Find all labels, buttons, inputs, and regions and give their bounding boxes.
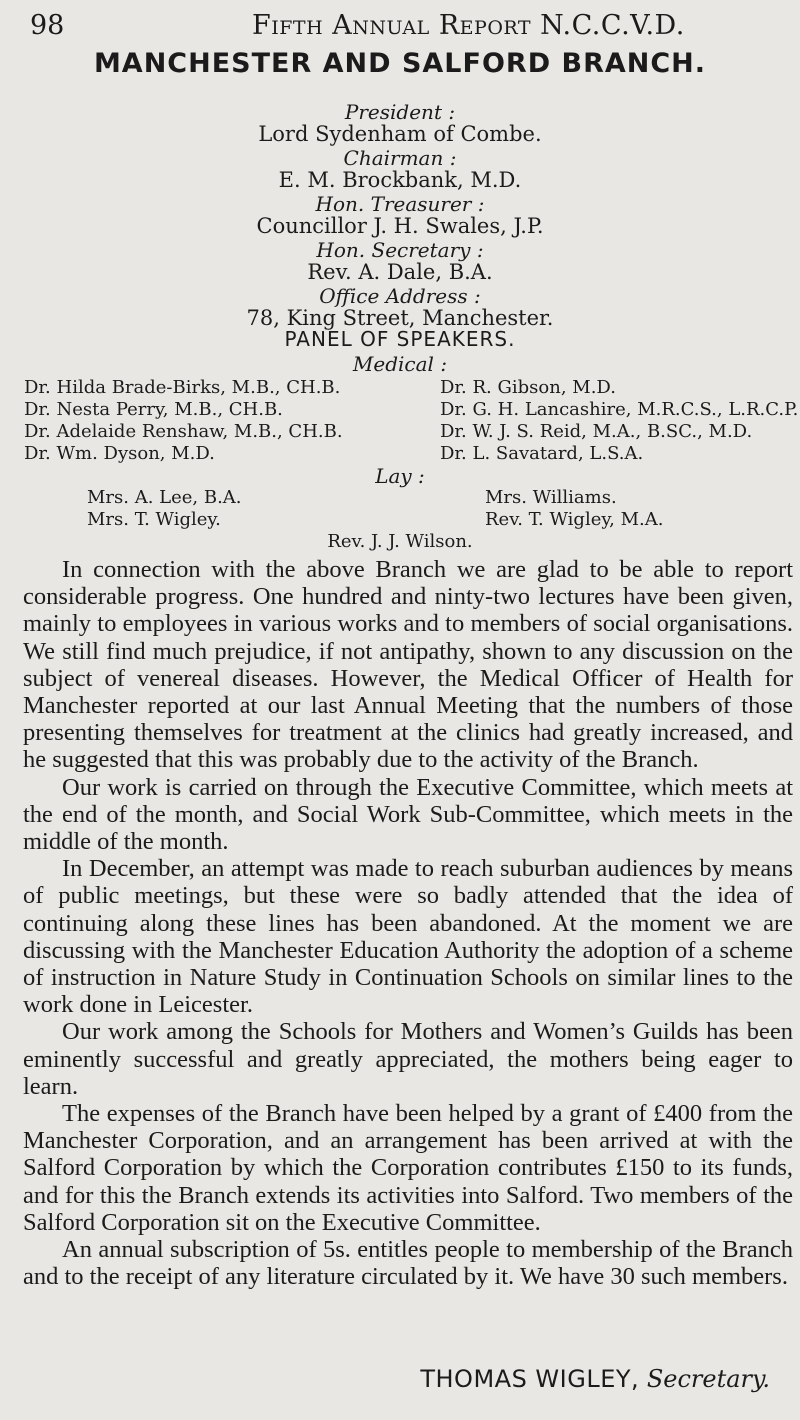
running-header <box>30 6 770 46</box>
speaker-medical: Dr. Adelaide Renshaw, M.B., CH.B. <box>24 421 343 442</box>
office-address: 78, King Street, Manchester. <box>246 306 554 330</box>
speaker-medical: Dr. R. Gibson, M.D. <box>440 377 616 398</box>
speaker-medical: Dr. Nesta Perry, M.B., CH.B. <box>24 399 283 420</box>
office-address-label: Office Address : <box>319 284 481 308</box>
speaker-lay: Mrs. T. Wigley. <box>87 509 221 530</box>
signature <box>420 1365 770 1393</box>
officer-name-treasurer: Councillor J. H. Swales, J.P. <box>256 214 544 238</box>
lay-heading: Lay : <box>375 464 425 488</box>
speaker-medical: Dr. Wm. Dyson, M.D. <box>24 443 215 464</box>
running-title: Fifth Annual Report N.C.C.V.D. <box>252 10 685 41</box>
paragraph: In December, an attempt was made to reach suburban audiences by means of public meetings, but these were so badly attended that the idea of continuing along these lines has been abandoned. At the moment we are discussing with the Manchester Education Authority the adoption of a scheme of instruction in Nature Study in Continuation Schools on similar lines to the work done in Leicester. <box>23 855 793 1019</box>
signature-title: Secretary. <box>646 1365 770 1393</box>
officer-name-president: Lord Sydenham of Combe. <box>258 122 542 146</box>
paragraph: Our work is carried on through the Executive Committee, which meets at the end of the month, and Social Work Sub-Committee, which meets in the middle of the month. <box>23 773 793 856</box>
medical-heading: Medical : <box>352 352 448 376</box>
report-body <box>23 556 793 1290</box>
officer-role-treasurer: Hon. Treasurer : <box>315 192 485 216</box>
officers-list <box>0 101 800 331</box>
paragraph: In connection with the above Branch we are glad to be able to report considerable progress. One hundred and ninty-two lectures have been given, mainly to employees in various works and to members of social organisations. We still find much prejudice, if not antipathy, shown to any discussion on the subject of venereal diseases. However, the Medical Officer of Health for Manchester reported at our last Annual Meeting that the numbers of those presenting themselves for treatment at the clinics had greatly increased, and he suggested that this was probably due to the activity of the Branch. <box>23 556 793 774</box>
officer-role-president: President : <box>344 100 456 124</box>
speaker-medical: Dr. W. J. S. Reid, M.A., B.SC., M.D. <box>440 421 753 442</box>
branch-title: MANCHESTER AND SALFORD BRANCH. <box>93 48 707 79</box>
officer-role-chairman: Chairman : <box>343 146 457 170</box>
signature-name: THOMAS WIGLEY, <box>420 1365 640 1393</box>
panel-title: PANEL OF SPEAKERS. <box>284 327 516 351</box>
page-number: 98 <box>30 10 65 41</box>
speaker-medical: Dr. G. H. Lancashire, M.R.C.S., L.R.C.P. <box>440 399 799 420</box>
speaker-lay: Rev. T. Wigley, M.A. <box>485 509 664 530</box>
paragraph: An annual subscription of 5s. entitles people to membership of the Branch and to the receipt of any literature circulated by it. We have 30 such members. <box>23 1236 793 1291</box>
speaker-lay: Rev. J. J. Wilson. <box>327 531 473 552</box>
paragraph: Our work among the Schools for Mothers and Women’s Guilds has been eminently successful and greatly appreciated, the mothers being eager to learn. <box>23 1018 793 1100</box>
officer-name-secretary: Rev. A. Dale, B.A. <box>307 260 493 284</box>
officer-name-chairman: E. M. Brockbank, M.D. <box>278 168 522 192</box>
speaker-medical: Dr. Hilda Brade-Birks, M.B., CH.B. <box>24 377 341 398</box>
speaker-medical: Dr. L. Savatard, L.S.A. <box>440 443 644 464</box>
officer-role-secretary: Hon. Secretary : <box>316 238 484 262</box>
speaker-lay: Mrs. Williams. <box>485 487 617 508</box>
speaker-lay: Mrs. A. Lee, B.A. <box>87 487 242 508</box>
paragraph: The expenses of the Branch have been helped by a grant of £400 from the Manchester Corporation, and an arrangement has been arrived at with the Salford Corporation by which the Corporation contributes £150 to its funds, and for this the Branch extends its activities into Salford. Two members of the Salford Corporation sit on the Executive Committee. <box>23 1100 793 1236</box>
